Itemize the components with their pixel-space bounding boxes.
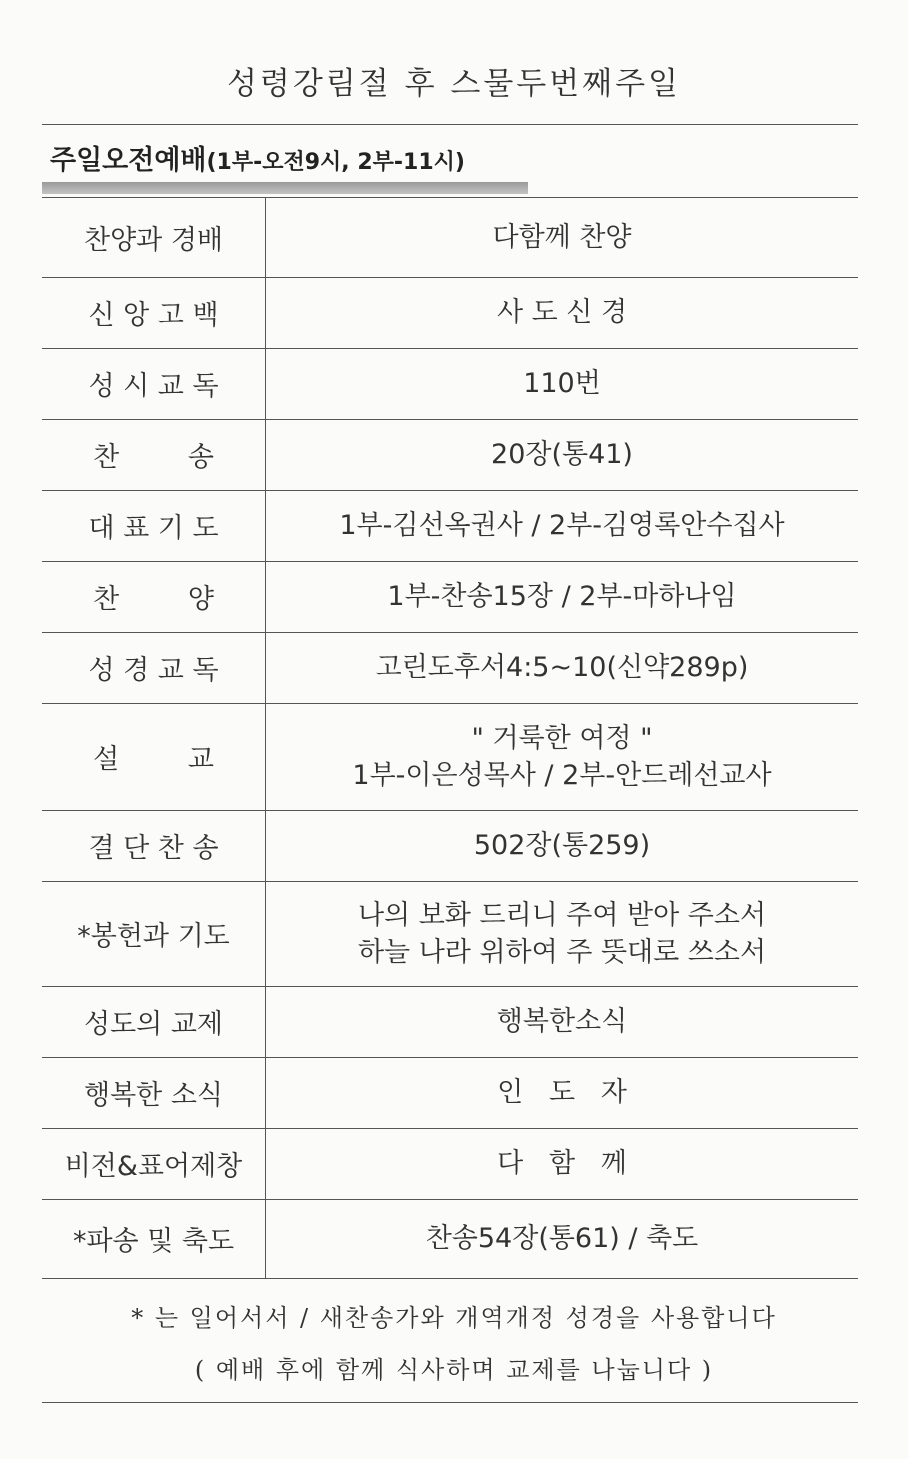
order-item-label: 찬 양	[42, 561, 266, 632]
order-item-value-line: 인 도 자	[497, 1077, 627, 1108]
footer-note-fellowship: ( 예배 후에 함께 식사하며 교제를 나눕니다 )	[194, 1356, 714, 1384]
order-item-value-line: 다 함 께	[497, 1148, 627, 1179]
order-item-value-line: 나의 보화 드리니 주여 받아 주소서	[357, 899, 767, 931]
order-item-label: 성도의 교제	[42, 986, 266, 1057]
order-item-value	[266, 986, 859, 1057]
order-item-label: 대 표 기 도	[42, 490, 266, 561]
order-item-value-line: 1부-이은성목사 / 2부-안드레선교사	[352, 759, 772, 791]
service-times: (1부-오전9시, 2부-11시)	[206, 150, 465, 175]
order-item-value	[266, 1057, 859, 1128]
order-row	[42, 1057, 858, 1128]
order-item-value	[266, 703, 859, 810]
order-item-label: 성 시 교 독	[42, 348, 266, 419]
order-item-value-line: 110번	[523, 368, 601, 399]
order-item-label: *파송 및 축도	[42, 1199, 266, 1278]
order-row	[42, 561, 858, 632]
bulletin-title: 성령강림절 후 스물두번째주일	[226, 66, 681, 102]
order-item-value	[266, 632, 859, 703]
order-row	[42, 277, 858, 348]
order-item-value-line: 사 도 신 경	[496, 297, 628, 328]
order-item-value	[266, 348, 859, 419]
order-item-value	[266, 1128, 859, 1199]
order-row	[42, 986, 858, 1057]
order-item-value-line: 1부-찬송15장 / 2부-마하나임	[387, 581, 737, 612]
order-item-value	[266, 561, 859, 632]
footer-bottom-rule	[42, 1402, 858, 1403]
order-row	[42, 881, 858, 986]
order-row	[42, 1128, 858, 1199]
order-item-value	[266, 881, 859, 986]
service-name: 주일오전예배	[50, 145, 207, 176]
order-item-label: 비전&표어제창	[42, 1128, 266, 1199]
order-item-value	[266, 419, 859, 490]
title-divider	[42, 124, 858, 125]
order-item-value	[266, 198, 859, 277]
order-item-value-line: 다함께 찬양	[492, 221, 632, 253]
section-heading	[50, 138, 465, 177]
section-underline-bar	[42, 182, 528, 194]
order-item-label: 찬 송	[42, 419, 266, 490]
order-item-value-line: 고린도후서4:5~10(신약289p)	[375, 652, 749, 683]
order-row	[42, 490, 858, 561]
order-item-value-line: 하늘 나라 위하여 주 뜻대로 쓰소서	[357, 936, 767, 968]
order-row	[42, 419, 858, 490]
order-item-label: *봉헌과 기도	[42, 881, 266, 986]
order-item-value-line: 502장(통259)	[473, 830, 651, 861]
order-row	[42, 348, 858, 419]
order-item-value	[266, 277, 859, 348]
order-item-label: 신 앙 고 백	[42, 277, 266, 348]
order-item-label: 행복한 소식	[42, 1057, 266, 1128]
order-item-value	[266, 1199, 859, 1278]
order-row	[42, 810, 858, 881]
order-row	[42, 198, 858, 277]
footer-note-standing: * 는 일어서서 / 새찬송가와 개역개정 성경을 사용합니다	[131, 1304, 777, 1332]
order-item-value	[266, 490, 859, 561]
order-row	[42, 632, 858, 703]
order-of-worship-table	[42, 198, 858, 1279]
order-item-label: 찬양과 경배	[42, 198, 266, 277]
order-row	[42, 1199, 858, 1278]
order-item-label: 설 교	[42, 703, 266, 810]
order-item-value-line: 1부-김선옥권사 / 2부-김영록안수집사	[339, 510, 785, 541]
order-item-value	[266, 810, 859, 881]
order-item-label: 결 단 찬 송	[42, 810, 266, 881]
order-item-value-line: 20장(통41)	[491, 439, 633, 470]
order-item-value-line: 찬송54장(통61) / 축도	[425, 1223, 699, 1254]
order-row	[42, 703, 858, 810]
order-item-value-line: " 거룩한 여정 "	[471, 722, 653, 754]
order-item-label: 성 경 교 독	[42, 632, 266, 703]
order-item-value-line: 행복한소식	[496, 1006, 628, 1037]
